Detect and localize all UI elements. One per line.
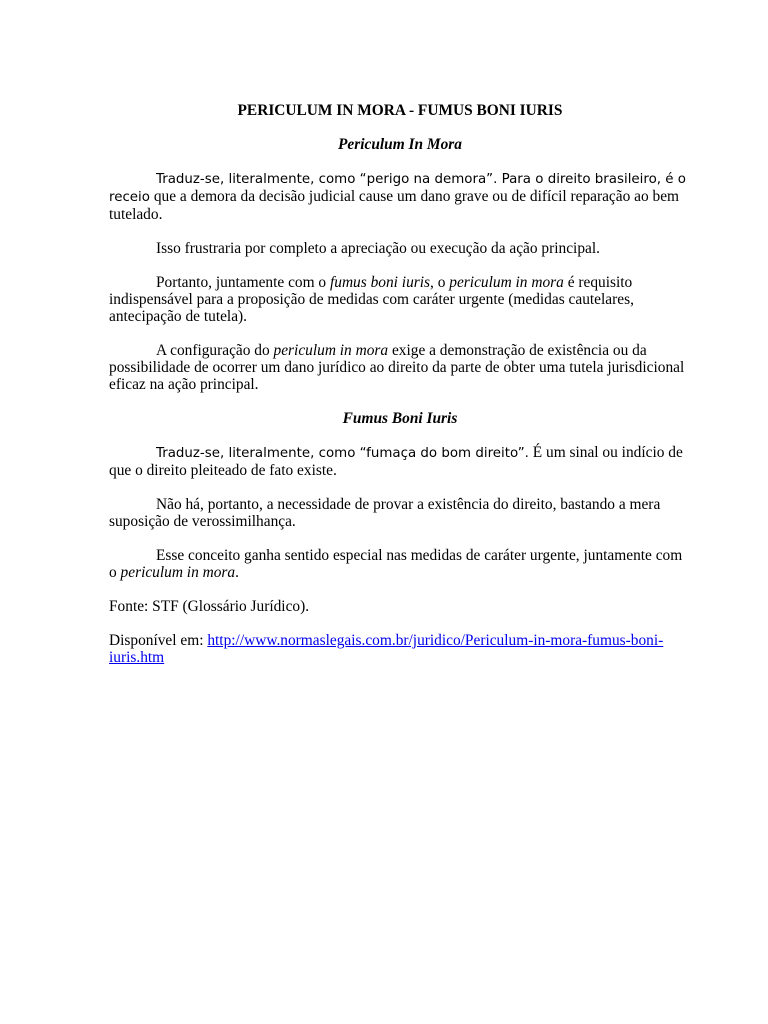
paragraph-fumus-proof: Não há, portanto, a necessidade de provar a existência do direito, bastando a mera suposição de verossimilhança.	[109, 496, 661, 530]
latin-term: fumus boni iuris	[329, 274, 431, 291]
section-heading-periculum: Periculum In Mora	[337, 136, 462, 153]
paragraph-text: Portanto, juntamente com o	[156, 274, 330, 291]
translation-text: Traduz-se, literalmente, como “perigo na demora”. Para o direito brasileiro, é o receio	[109, 172, 686, 205]
paragraph-text: Esse conceito ganha sentido especial nas medidas de caráter urgente, juntamente com o	[109, 547, 683, 581]
paragraph-text: que a demora da decisão judicial cause um dano grave ou de difícil reparação ao bem tutelado.	[109, 188, 679, 223]
paragraph-text: exige a demonstração de existência ou da possibilidade de ocorrer um dano jurídico ao direito da parte de obter uma tutela jurisdicional eficaz na ação principal.	[109, 342, 685, 393]
paragraph-periculum-configuration	[109, 342, 691, 393]
paragraph-text: É um sinal ou indício de que o direito pleiteado de fato existe.	[109, 444, 683, 479]
available-label: Disponível em:	[109, 632, 208, 649]
paragraph-text: .	[235, 564, 239, 581]
latin-term: periculum in mora	[120, 564, 236, 581]
paragraph-periculum-consequence: Isso frustraria por completo a apreciação ou execução da ação principal.	[156, 240, 600, 257]
document-body	[109, 102, 691, 683]
paragraph-fumus-definition	[109, 444, 691, 479]
source-line: Fonte: STF (Glossário Jurídico).	[109, 598, 310, 615]
paragraph-fumus-urgent	[109, 547, 691, 581]
document-title: PERICULUM IN MORA - FUMUS BONI IURIS	[237, 102, 563, 119]
latin-term: periculum in mora	[449, 274, 564, 291]
translation-text: Traduz-se, literalmente, como “fumaça do bom direito”.	[156, 446, 529, 461]
paragraph-text: é requisito indispensável para a proposição de medidas com caráter urgente (medidas cautelares, antecipação de tutela).	[109, 274, 634, 325]
available-line	[109, 632, 691, 666]
source-link[interactable]: http://www.normaslegais.com.br/juridico/Periculum-in-mora-fumus-boni-iuris.htm	[109, 632, 664, 666]
latin-term: periculum in mora	[273, 342, 389, 359]
paragraph-text: , o	[430, 274, 450, 291]
paragraph-periculum-definition	[109, 170, 691, 223]
paragraph-periculum-requirement	[109, 274, 691, 325]
section-heading-fumus: Fumus Boni Iuris	[342, 410, 458, 427]
paragraph-text: A configuração do	[156, 342, 274, 359]
